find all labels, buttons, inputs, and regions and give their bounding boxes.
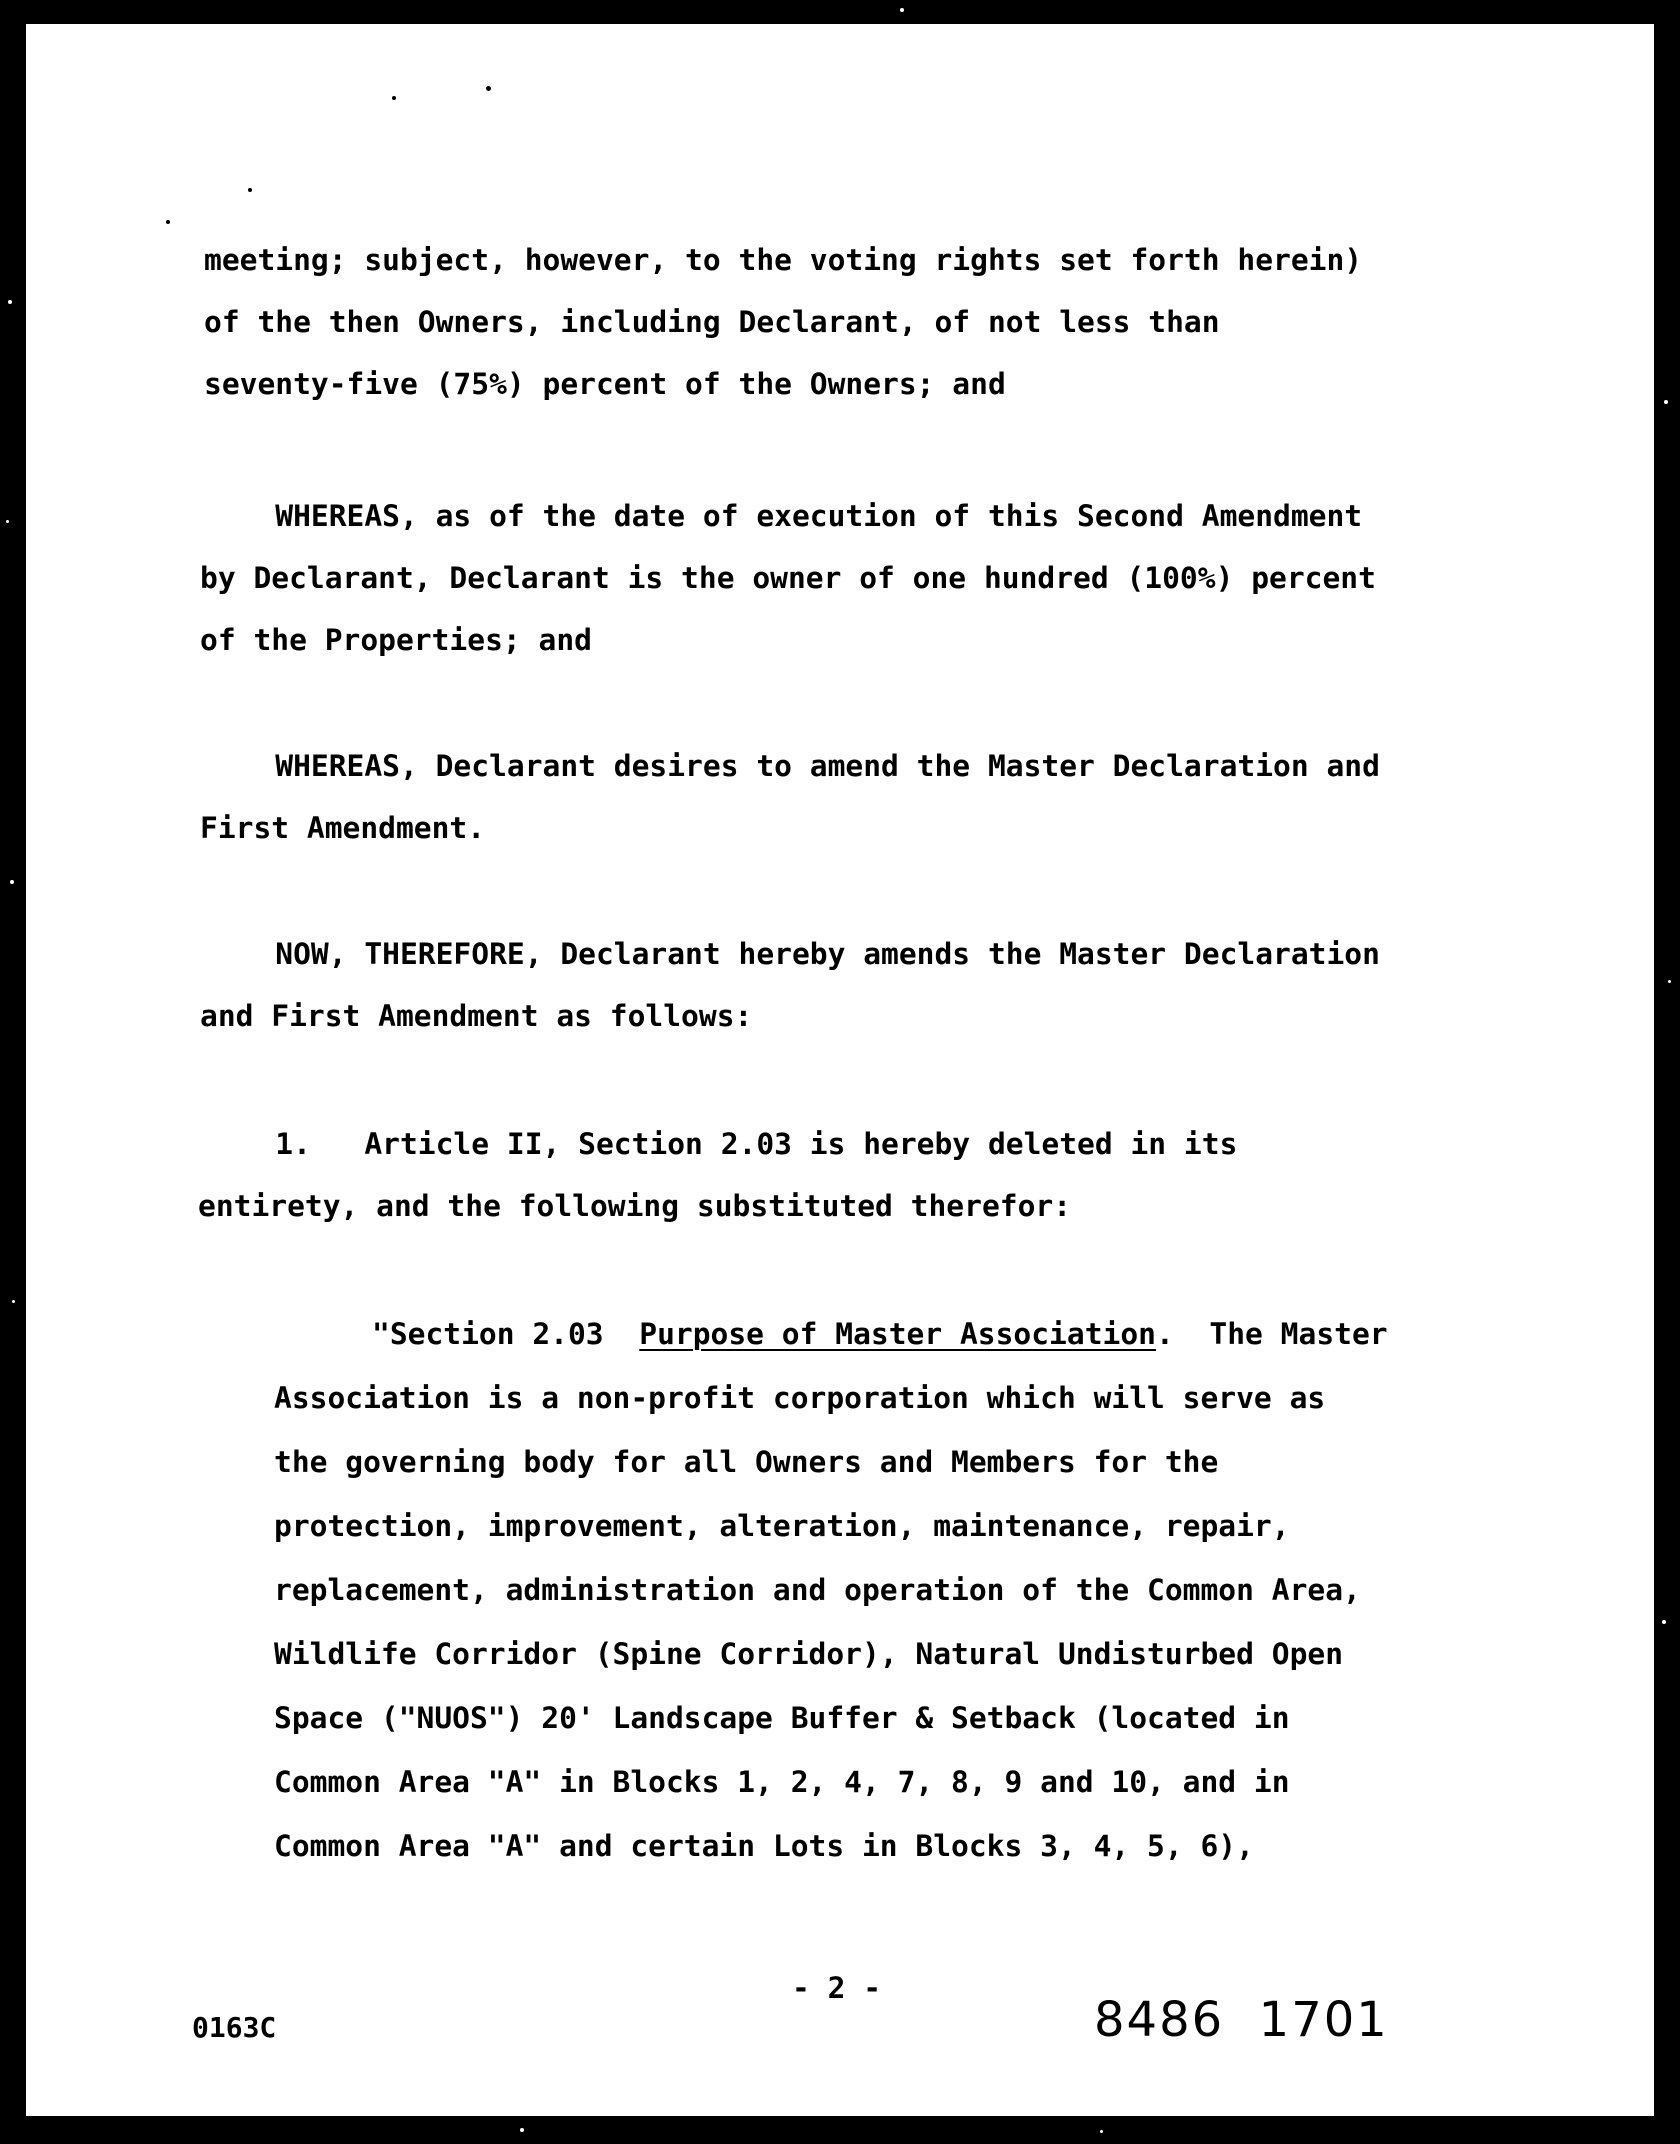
section-suffix: . The Master [1155, 1317, 1388, 1351]
scan-noise [1664, 400, 1668, 404]
scan-speck [486, 86, 491, 91]
text-line: by Declarant, Declarant is the owner of one hundred (100%) percent [200, 561, 1376, 595]
scan-noise [1100, 2130, 1103, 2133]
document-code: 0163C [192, 2011, 277, 2044]
text-line: Wildlife Corridor (Spine Corridor), Natural Undisturbed Open [274, 1637, 1344, 1671]
text-line: WHEREAS, Declarant desires to amend the Master Declaration and [204, 749, 1380, 783]
text-line: of the Properties; and [200, 623, 592, 657]
text-line: Common Area "A" and certain Lots in Blocks 3, 4, 5, 6), [274, 1829, 1254, 1863]
scan-speck [392, 96, 396, 100]
text-line: protection, improvement, alteration, maintenance, repair, [274, 1509, 1290, 1543]
scan-noise [12, 1300, 15, 1303]
text-line: seventy-five (75%) percent of the Owners; and [204, 367, 1006, 401]
text-line: the governing body for all Owners and Members for the [274, 1445, 1219, 1479]
document-page [26, 24, 1654, 2116]
scan-noise [1662, 1620, 1666, 1624]
text-line: NOW, THEREFORE, Declarant hereby amends the Master Declaration [204, 937, 1380, 971]
text-line: Association is a non-profit corporation which will serve as [274, 1381, 1326, 1415]
scan-noise [520, 2128, 524, 2132]
scan-noise [8, 300, 12, 304]
text-line: WHEREAS, as of the date of execution of this Second Amendment [204, 499, 1363, 533]
scan-noise [900, 8, 904, 12]
book-page-stamp: 8486 1701 [1094, 1992, 1389, 2048]
text-line: Space ("NUOS") 20' Landscape Buffer & Setback (located in [274, 1701, 1290, 1735]
text-line: Common Area "A" in Blocks 1, 2, 4, 7, 8, 9 and 10, and in [274, 1765, 1290, 1799]
scan-speck [166, 220, 170, 224]
text-line: First Amendment. [200, 811, 486, 845]
scan-speck [248, 188, 252, 192]
page-number: - 2 - [792, 1971, 882, 2005]
scan-noise [1668, 980, 1671, 983]
text-line: of the then Owners, including Declarant, of not less than [204, 305, 1220, 339]
section-heading-line [372, 1314, 1388, 1354]
scan-noise [10, 880, 14, 884]
section-heading: Purpose of Master Association [639, 1317, 1156, 1351]
text-line: entirety, and the following substituted therefor: [198, 1189, 1072, 1223]
text-line: and First Amendment as follows: [200, 999, 753, 1033]
text-line: replacement, administration and operation of the Common Area, [274, 1573, 1361, 1607]
text-line: 1. Article II, Section 2.03 is hereby deleted in its [204, 1127, 1238, 1161]
section-prefix: "Section 2.03 [372, 1317, 640, 1351]
scan-noise [6, 520, 9, 523]
text-line: meeting; subject, however, to the voting rights set forth herein) [204, 243, 1363, 277]
